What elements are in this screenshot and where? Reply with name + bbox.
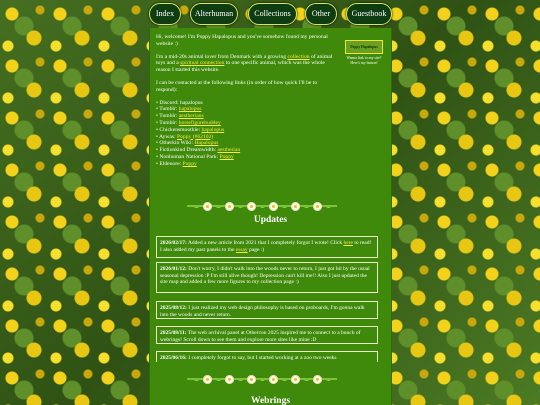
webrings-heading: Webrings bbox=[250, 396, 291, 405]
intro-paragraph-3: I can be contacted at the following links (in order of how quick I'll be to respond): bbox=[156, 79, 318, 93]
nav-alterhuman-button[interactable]: Alterhuman bbox=[190, 3, 238, 25]
update-entry: 2025/08/12: I just realized my web design philosophy is based on proboards, I'm gonna walk into the woods and never return. bbox=[156, 301, 378, 319]
intro-paragraph-2: I'm a mid-20s animal lover from Denmark with a growing collection of animal toys and a spiritual connection to one specific animal, which was the whole reason I started this website. bbox=[156, 53, 333, 74]
flower-icon bbox=[225, 375, 234, 384]
contact-item: • Discord: hapalopus bbox=[156, 99, 203, 106]
flower-icon bbox=[203, 202, 212, 211]
update-entry: 2026/02/17: Added a new article from 2021 that I completely forgot I wrote! Click here to read! I also added my past panels to the essay page :) bbox=[156, 236, 378, 258]
update-here-link[interactable]: here bbox=[343, 240, 353, 246]
flower-icon bbox=[291, 375, 300, 384]
contact-links-list bbox=[156, 100, 336, 168]
updates-heading: Updates bbox=[253, 215, 288, 225]
nav-collections-button[interactable]: Collections bbox=[248, 3, 297, 25]
update-entry: 2025/08/11: The web archival panel at Othercon 2025 inspired me to connect to a bunch of webrings! Scroll down to see them and explore more sites like mine :D bbox=[156, 326, 378, 344]
flower-divider-top bbox=[187, 200, 337, 212]
contact-item: • Fictionkind Dreamwidth: aestherian bbox=[156, 147, 241, 154]
contact-link[interactable]: aestherian bbox=[217, 147, 241, 154]
flower-divider-bottom bbox=[187, 373, 337, 385]
flower-icon bbox=[247, 202, 256, 211]
flower-icon bbox=[313, 202, 322, 211]
contact-item: • Eldenore: Poppy bbox=[156, 160, 197, 167]
site-button-caption: Wanna link to my site? Here's my button! bbox=[346, 56, 382, 65]
contact-link[interactable]: Hapalopus bbox=[194, 140, 219, 147]
nav-index-button[interactable]: Index bbox=[149, 3, 181, 25]
site-link-button[interactable]: Poppy Hapalopus bbox=[345, 40, 383, 54]
contact-item: • Tumblr: aestherians bbox=[156, 113, 204, 120]
contact-link[interactable]: Poppy bbox=[219, 153, 234, 160]
contact-link[interactable]: hapalopus bbox=[201, 126, 225, 133]
contact-item: • Tumblr: hapalopus bbox=[156, 106, 202, 113]
flower-icon bbox=[247, 375, 256, 384]
contact-item: • Aywas: Poppy (#62102) bbox=[156, 133, 214, 140]
flower-icon bbox=[203, 375, 212, 384]
contact-item: • Nonhuman National Park: Poppy bbox=[156, 153, 234, 160]
flower-icon bbox=[313, 375, 322, 384]
site-button-box bbox=[342, 40, 386, 65]
contact-link[interactable]: horsefigurebuddey bbox=[178, 119, 221, 126]
contact-link[interactable]: Poppy (#62102) bbox=[177, 133, 214, 140]
contact-item: • Chickensmoothie: hapalopus bbox=[156, 126, 225, 133]
nav-guestbook-button[interactable]: Guestbook bbox=[346, 3, 392, 25]
contact-item: • Otherkin Wiki: Hapalopus bbox=[156, 140, 219, 147]
flower-icon bbox=[269, 375, 278, 384]
flower-icon bbox=[269, 202, 278, 211]
intro-paragraph-1: Hi, welcome! I'm Poppy Hapalopus and you've somehow found my personal website :) bbox=[156, 34, 328, 47]
contact-item: • Tumblr: horsefigurebuddey bbox=[156, 119, 221, 126]
intro-section bbox=[156, 34, 336, 168]
contact-link[interactable]: hapalopus bbox=[178, 106, 202, 113]
update-entry: 2025/06/16: I completely forgot to say, but I started working at a zoo two weeks bbox=[156, 351, 378, 362]
update-entry: 2026/01/12: Don't worry, I didn't walk into the woods never to return, I just got hit by the usual seasonal depression :P I'm still alive though! Depression can't kill me!! Also I just updated the site map and added a few more figures to my collection page :) bbox=[156, 262, 378, 293]
collection-link[interactable]: collection bbox=[287, 53, 310, 60]
main-content-panel bbox=[149, 28, 392, 405]
contact-link[interactable]: aestherians bbox=[178, 113, 204, 120]
nav-other-button[interactable]: Other bbox=[305, 3, 337, 25]
spiritual-connection-link[interactable]: spiritual connection bbox=[180, 60, 225, 67]
flower-icon bbox=[291, 202, 300, 211]
top-nav bbox=[0, 3, 540, 25]
contact-link[interactable]: Poppy bbox=[182, 160, 197, 167]
flower-icon bbox=[225, 202, 234, 211]
update-essay-link[interactable]: essay bbox=[235, 246, 248, 253]
